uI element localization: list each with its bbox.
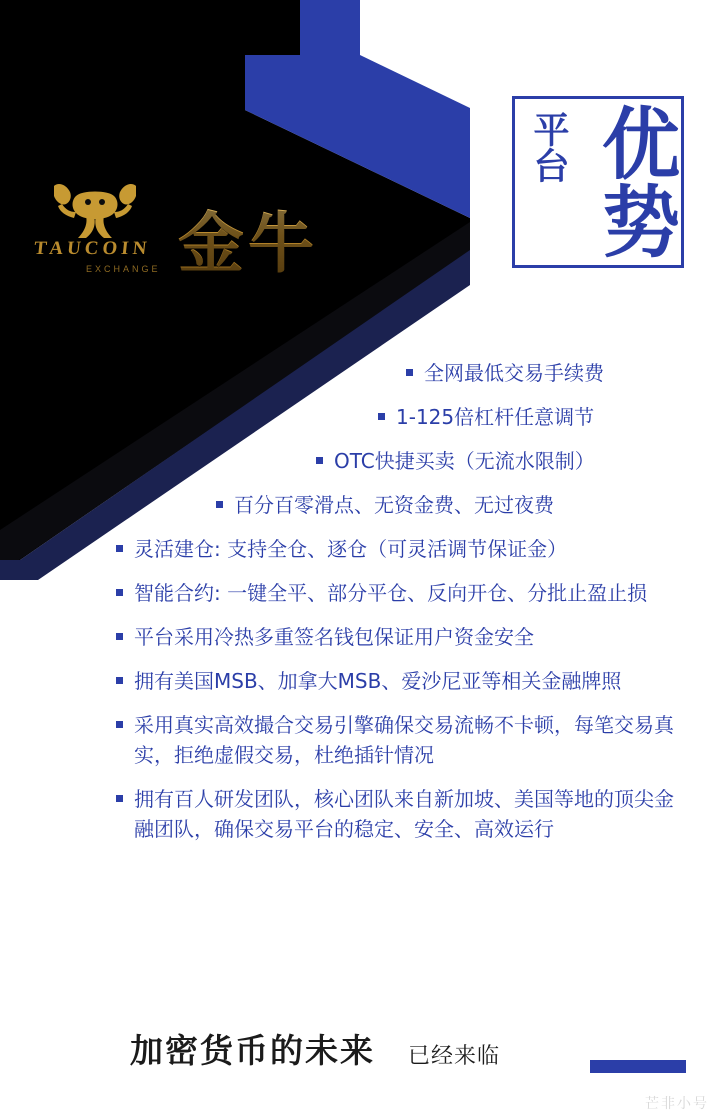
feature-text: 1-125倍杠杆任意调节 [396,405,595,429]
bullet-icon [406,369,413,376]
bullet-icon [116,721,123,728]
feature-text: 采用真实高效撮合交易引擎确保交易流畅不卡顿，每笔交易真实，拒绝虚假交易，杜绝插针情况 [134,713,674,767]
headline-small-text: 平台 [528,111,569,183]
slogan [130,1025,650,1071]
bullet-icon [116,589,123,596]
list-item [112,534,692,564]
slogan-accent-bar [590,1060,686,1073]
feature-text: 智能合约: 一键全平、部分平仓、反向开仓、分批止盈止损 [134,581,648,605]
headline-box [512,96,684,268]
bullet-icon [116,545,123,552]
list-item [112,666,692,696]
list-item [112,784,692,844]
bullet-icon [116,677,123,684]
slogan-main: 加密货币的未来 [130,1031,375,1070]
bull-icon [36,180,156,240]
feature-text: 全网最低交易手续费 [424,361,604,385]
list-item [112,622,692,652]
feature-text: 拥有百人研发团队，核心团队来自新加坡、美国等地的顶尖金融团队，确保交易平台的稳定、安全、高效运行 [134,787,674,841]
list-item [212,490,692,520]
bullet-icon [216,501,223,508]
bullet-icon [116,633,123,640]
feature-text: OTC快捷买卖（无流水限制） [334,449,595,473]
list-item [112,710,692,770]
bullet-icon [378,413,385,420]
bullet-icon [116,795,123,802]
logo-wordmark-en: TAUCOIN [32,238,152,259]
brand-logo [28,180,328,290]
feature-list [112,358,692,858]
feature-text: 平台采用冷热多重签名钱包保证用户资金安全 [134,625,534,649]
feature-text: 拥有美国MSB、加拿大MSB、爱沙尼亚等相关金融牌照 [134,669,622,693]
list-item [312,446,692,476]
list-item [402,358,692,388]
list-item [374,402,692,432]
watermark: 芒非小号 [645,1096,709,1112]
logo-wordmark-cn: 金牛 [178,190,318,285]
bullet-icon [316,457,323,464]
slogan-sub: 已经来临 [408,1044,501,1069]
list-item [112,578,692,608]
logo-wordmark-sub: EXCHANGE [86,264,161,274]
headline-big-text: 优势 [589,103,679,259]
feature-text: 百分百零滑点、无资金费、无过夜费 [234,493,554,517]
feature-text: 灵活建仓: 支持全仓、逐仓（可灵活调节保证金） [134,537,568,561]
